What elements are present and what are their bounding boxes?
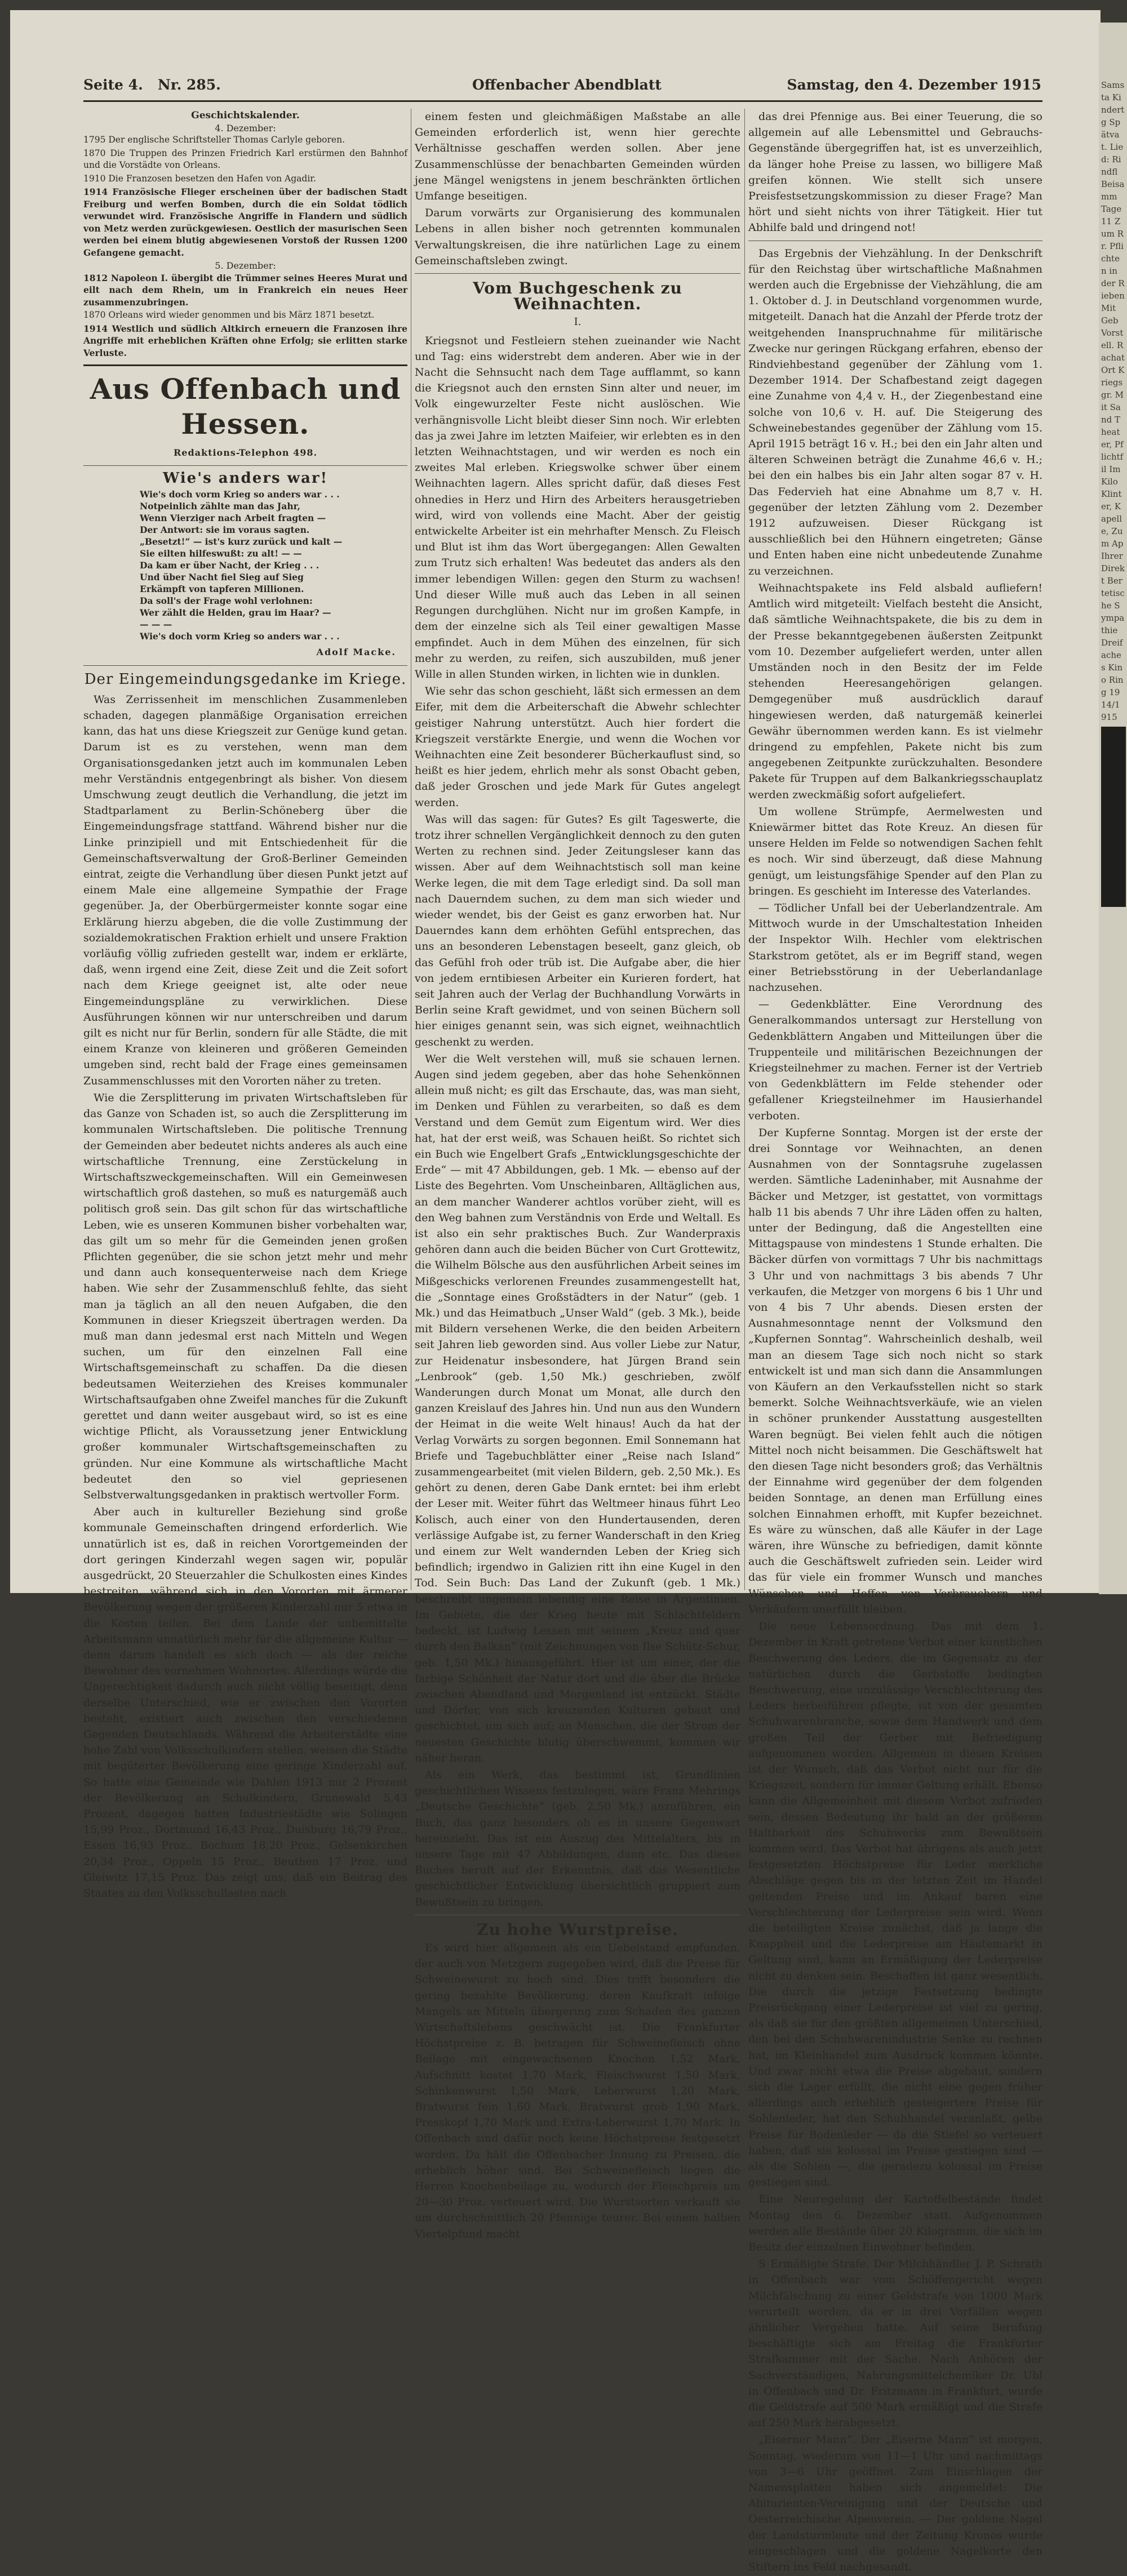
section-rule (83, 364, 407, 366)
adjacent-page-edge (1099, 23, 1127, 1594)
calendar-date: 4. Dezember: (215, 122, 276, 134)
history-calendar (83, 110, 407, 359)
editorial-phone: Redaktions-Telephon 498. (173, 447, 318, 458)
news-item: „Eiserner Mann“. Der „Eiserne Mann“ ist morgen, Sonntag, wiederum von 11—1 Uhr und nachmittags von 3—6 Uhr geöffnet. Zum Einschlagen der Namensplatten haben sich angemeldet: Die Abiturienten-Vereinigung und der Deutsche und Oesterreichische Alpenverein. — Der goldene Nagel der Landsturmleute und der Zeitung Kronos wurde eingeschlagen und die goldene Nagelkorte den Stiftern ins Feld nachgesandt. (748, 2433, 1042, 2574)
calendar-entry: 1870 Orleans wird wieder genommen und bis März 1871 besetzt. (83, 310, 375, 320)
calendar-entry: 1795 Der englische Schriftsteller Thomas Carlyle geboren. (83, 135, 345, 145)
article-paragraph: Was will das sagen: für Gutes? Es gilt Tageswerte, die trotz ihrer schnellen Vergänglichkeit dennoch zu den guten Werten zu rechnen sind. Jeder Zeitungsleser kann das wissen. Aber auf dem Weihnachtstisch soll man keine Werke legen, die mit dem Tage erledigt sind. Da soll man nach Dauerndem suchen, zu dem man sich wieder und wieder wendet, bis der Geist es ganz erworben hat. Nur Dauerndes kann dem erhöhten Gefühl entsprechen, das uns an besonderen Lebenstagen beseelt, ganz gleich, ob das Gefühl froh oder trüb ist. Die Aufgabe aber, die hier von jedem erntibiesen Arbeiter ein Kurieren fordert, hat seit Jahren auch der Verlag der Buchhandlung Vorwärts in Berlin seine Kraft gewidmet, und von seinen Büchern soll hier einiges genannt sein, was sich eignet, weihnachtlich geschenkt zu werden. (415, 813, 740, 1048)
dark-advert-block (1101, 727, 1126, 907)
article-paragraph: Wie die Zersplitterung im privaten Wirtschaftsleben für das Ganze von Schaden ist, so auch die Zersplitterung im kommunalen Wirtschaftsleben. Die politische Trennung der Gemeinden aber bedeutet nichts anderes als auch eine wirtschaftliche Trennung, eine Zerstückelung in Wirtschaftszweckgemeinschaften. Will ein Gemeinwesen wirtschaftlich groß dastehen, so muß es naturgemäß auch politisch groß sein. Das gilt schon für das wirtschaftliche Leben, wie es unseren Kommunen bisher vorbehalten war, das gilt um so mehr für die Gemeinden jenen großen Pflichten gegenüber, die sie schon jetzt mehr und mehr und dann auch konsequenterweise nach dem Kriege haben. Wie sehr der Zusammenschluß fehlte, das sieht man ja täglich an all den neuen Aufgaben, die den Kommunen in dieser Kriegszeit übertragen werden. Da muß man dann jedesmal erst nach Mitteln und Wegen suchen, um für den einzelnen Fall eine Wirtschaftsgemeinschaft zu schaffen. Da die diesen bedeutsamen Weiterziehen des Kreises kommunaler Wirtschaftsaufgaben ohne Zweifel manches für die Zukunft gerettet und dann weiter ausgebaut wird, so ist es eine wichtige Pflicht, als Voraussetzung jener Entwicklung großer kommunaler Wirtschaftsgemeinschaften zu gründen. Nur eine Kommune als wirtschaftliche Macht bedeutet den so viel gepriesenen Selbstverwaltungsgedanken in praktisch wertvoller Form. (83, 1091, 407, 1501)
poem-line: Der Antwort: sie im voraus sagten. (140, 524, 310, 536)
poem-line: Erkämpft von tapferen Millionen. (140, 584, 304, 595)
article-paragraph: Darum vorwärts zur Organisierung des kommunalen Lebens in allen bisher noch getrennten kommunalen Verwaltungskreisen, die ihre natürlichen Lage zu einem Gemeinschaftsleben zwingt. (415, 207, 740, 267)
poem-line: „Besetzt!“ — ist's kurz zurück und kalt — (140, 536, 343, 548)
issue-date: Samstag, den 4. Dezember 1915 (787, 77, 1041, 93)
column-2 (415, 109, 740, 2243)
article-paragraph: das drei Pfennige aus. Bei einer Teuerung, die so allgemein auf alle Lebensmittel und Gebrauchs-Gegenstände übergegriffen hat, ist es unverzeihlich, da länger hohe Preise zu lassen, wo billigere Maß greifen können. Wie stellt sich unsere Preisfestsetzungskommission zu dieser Frage? Man hört und sieht nichts von ihrer Tätigkeit. Hier tut Abhilfe bald und dringend not! (748, 110, 1042, 234)
news-item: — Gedenkblätter. Eine Verordnung des Generalkommandos untersagt zur Herstellung von Gedenkblättern Angaben und Mitteilungen über die Truppenteile und militärischen Bezeichnungen der Kriegsteilnehmer zu machen. Ferner ist der Vertrieb von Gedenkblättern im Felde stehender oder gefallener Kriegsteilnehmer im Hausierhandel verboten. (748, 998, 1042, 1122)
poem-line: Notpeinlich zählte man das Jahr, (140, 501, 301, 512)
calendar-date: 5. Dezember: (215, 260, 276, 271)
calendar-entry: 1870 Die Truppen des Prinzen Friedrich Karl erstürmen den Bahnhof und die Vorstädte von Orleans. (83, 148, 407, 170)
page-header (83, 77, 1041, 99)
poem-line: Und über Nacht fiel Sieg auf Sieg (140, 572, 304, 583)
news-item: Um wollene Strümpfe, Aermelwesten und Kniewärmer bittet das Rote Kreuz. An diesen für unsere Helden im Felde so notwendigen Sachen fehlt es noch. Wir sind überzeugt, daß diese Mahnung genügt, um leistungsfähige Spender auf den Plan zu bringen. Es geschieht im Interesse des Vaterlandes. (748, 805, 1042, 897)
article-paragraph: einem festen und gleichmäßigen Maßstabe an alle Gemeinden erforderlich ist, wenn hier gerechte Verhältnisse geschaffen werden sollen. Aber jene Zusammenschlüsse der benachbarten Gemeinden würden jene Mängel wenigstens in jenem beschränkten örtlichen Umfange beseitigen. (415, 110, 740, 203)
divider (83, 465, 407, 466)
poem (83, 488, 407, 642)
divider (415, 273, 740, 274)
article-paragraph: Als ein Werk, das bestimmt ist, Grundlinien geschichtlichen Wissens festzulegen, wäre Franz Mehrings „Deutsche Geschichte“ (geb. 2,50 Mk.) anzuführen, ein Buch, das ganz besonders ob es in unsere Gegenwart hereinzieht. Das ist ein Auszug des Mittelalters, bis in unsere Tage mit 47 Abbildungen, dann etc. Das dieses Buches beruft auf der Erkenntnis, daß das Wesentliche geschichtlicher Entwicklung übersichtlich gruppiert zum Bewußtsein zu bringen. (415, 1768, 740, 1908)
calendar-entry: 1914 Französische Flieger erscheinen über der badischen Stadt Freiburg und werfen Bomben, durch die ein Soldat tödlich verwundet wird. Französische Angriffe in Flandern und südlich von Metz werden zurückgewiesen. Oestlich der masurischen Seen werden bei einem blutig abgewiesenen Vorstoß der Russen 1200 Gefangene gemacht. (83, 186, 407, 258)
calendar-entry: 1812 Napoleon I. übergibt die Trümmer seines Heeres Murat und eilt nach dem Rhein, um in Frankreich ein neues Heer zusammenzubringen. (83, 272, 407, 308)
poem-line: Sie eilten hilfeswußt: zu alt! — — (140, 548, 302, 559)
news-item: S Ermäßigte Strafe. Der Milchhändler J. P. Schrath in Offenbach war vom Schöffengericht wegen Milchfälschung zu einer Geldstrafe von 1000 Mark verurteilt worden, da er in drei Vorfällen wegen ähnlicher Vergehen hatte. Auf seine Berufung beschäftigte sich am Freitag die Frankfurter Strafkammer mit der Sache. Nach Anhören der Sachverständigen, Nahrungsmittelchemiker Dr. Ubl in Offenbach und Dr. Fritzmann in Frankfurt, wurde die Geldstrafe auf 500 Mark ermäßigt und die Strafe auf 250 Mark herabgesetzt. (748, 2258, 1042, 2430)
poem-title: Wie's anders war! (162, 470, 328, 487)
news-item: Das Ergebnis der Viehzählung. In der Denkschrift für den Reichstag über wirtschaftliche Maßnahmen werden auch die Ergebnisse der Viehzählung, die am 1. Oktober d. J. in Deutschland vorgenommen wurde, mitgeteilt. Danach hat die Anzahl der Pferde trotz der weitgehenden Inanspruchnahme für militärische Zwecke nur geringen Rückgang erfahren, ebenso der Rindviehbestand gegenüber der Zählung vom 1. Dezember 1914. Der Schafbestand zeigt dagegen eine Zunahme von 4,4 v. H., der Ziegenbestand eine solche von 10,6 v. H. auf. Die Steigerung des Schweinebestandes gegenüber der Zählung vom 15. April 1915 beträgt 16 v. H.; bei den ein Jahr alten und älteren Schweinen beträgt die Zunahme 46,6 v. H.; bei den ein halbes bis ein Jahr alten sogar 87 v. H. Das Federvieh hat eine Abnahme um 8,7 v. H. gegenüber der letzten Zählung vom 2. Dezember 1912 aufzuweisen. Dieser Rückgang ist ausschließlich bei den Hühnern eingetreten; Gänse und Enten haben eine nicht unbedeutende Zunahme zu verzeichnen. (748, 247, 1042, 577)
adjacent-page-text: Samsta Kindertg Spätvat. Lied: Rindfl Beisamm Tage 11 Zum Rr. Pflichten in der Rieben Mit Geb Vorstell. Rachat Ort Kriegsgr. Mit Sand Theater, Pflichtfil Im Kilo Klinter, Kapelle, Zum Ap Ihrer Direkt Bertetische Sympathie Dreifaches Kino Ring 1914/1915 (1101, 80, 1125, 722)
article-paragraph: Aber auch in kultureller Beziehung sind große kommunale Gemeinschaften dringend erforderlich. Wie unnatürlich ist es, daß in reichen Vorortgemeinden der dort geringen Kinderzahl wegen sagen wir, populär ausgedrückt, 20 Steuerzahler die Schulkosten eines Kindes bestreiten, während sich in den Vororten mit ärmerer Bevölkerung wegen der größeren Kinderzahl nur 5 etwa in die Kosten teilen. Bei dem Lande der unbemittelte Arbeitsmann unnatürlich mehr für die allgemeine Kultur — denn darum handelt es sich doch — als der reiche Bewohner des vornehmen Wohnortes. Allerdings würde die Ungerechtigkeit dadurch auch nicht völlig beseitigt, denn derselbe Unterschied, wie er zwischen den Vororten besteht, existiert auch zwischen den verschiedenen Gegenden Deutschlands. Während die Arbeiterstädte eine hohe Zahl von Volksschulkindern stellen, weisen die Städte mit begüterter Bevölkerung eine geringe Kinderzahl auf. So hatte eine Gemeinde wie Dahlen 1913 nur 2 Prozent der Bevölkerung an Schulkindern, Grunewald 5,43 Prozent, dagegen hatten Industriestädte wie Solingen 15,99 Proz., Dortmund 16,43 Proz., Duisburg 16,79 Proz., Essen 16,93 Proz., Bochum 18,20 Proz., Gelsenkirchen 20,34 Proz., Oppeln 15 Proz., Beuthen 17 Proz. und Gleiwitz 17,15 Proz. Das zeigt uns, daß ein Beitrag des Staates zu den Volksschullasten nach (83, 1506, 407, 1900)
column-1 (83, 109, 407, 1902)
article-paragraph: Was Zerrissenheit im menschlichen Zusammenleben schaden, dagegen planmäßige Organisation erreichen kann, das hat uns diese Kriegszeit zur Genüge kund getan. Darum ist es zu verstehen, wenn man dem Organisationsgedanken jetzt auch im kommunalen Leben mehr Verständnis entgegenbringt als bisher. Von diesem Umschwung zeugt deutlich die Verhandlung, die jetzt im Stadtparlament zu Berlin-Schöneberg über die Eingemeindungsfrage stattfand. Während bisher nur die Linke prinzipiell und mit Entschiedenheit für die Gemeinschaftsverwaltung der Groß-Berliner Gemeinden eintrat, zeigte die Verhandlung über diesen Punkt jetzt auf einem Male eine allgemeine Sympathie der Frage gegenüber. Ja, der Oberbürgermeister konnte sogar eine Erklärung hierzu abgeben, die die volle Zustimmung der sozialdemokratischen Fraktion erhielt und unsere Fraktion vorläufig völlig zufrieden gestellt war, indem er erklärte, daß, wenn irgend eine Zeit, diese Zeit und die Zeit sofort nach dem Kriege geeignet ist, alte oder neue Eingemeindungspläne zu verwirklichen. Diese Ausführungen können wir nur unterschreiben und darum gilt es nicht nur für Berlin, sondern für alle Städte, die mit einem Kranze von kleineren und größeren Gemeinden umgeben sind, recht bald der Frage eines gemeinsamen Zusammenschlusses mit den Vororten näher zu treten. (83, 693, 407, 1087)
article-paragraph: Es wird hier allgemein als ein Uebelstand empfunden, der auch von Metzgern zugegeben wird, daß die Preise für Schweinewurst zu hoch sind. Dies trifft besonders die gering bezahlte Bevölkerung, deren Kaufkraft infolge Mangels an Mitteln übergering zum Schaden des ganzen Wirtschaftslebens geschwächt ist. Die Frankfurter Höchstpreise z. B. betragen für Schweinefleisch ohne Beilage mit eingewachsenen Knochen 1,52 Mark, Aufschnitt kostet 1,70 Mark, Fleischwurst 1,50 Mark, Schinkenwurst 1,50 Mark, Leberwurst 1,20 Mark, Bratwurst fein 1,60 Mark, Bratwurst grob 1,90 Mark, Presskopf 1,70 Mark und Extra-Leberwurst 1,70 Mark. In Offenbach sind dafür noch keine Höchstpreise festgesetzt worden. Da hält die Offenbacher Innung zu Preisen, die erheblich höher sind. Bei Schweinefleisch liegen die Herren Knochenbeilage zu, wodurch der Fleischpreis um 20—30 Proz. verteuert wird. Die Wurstsorten verkauft sie um durchschnittlich 20 Pfennige teurer. Bei einem halben Viertelpfund macht (415, 1941, 740, 2240)
article-part-number: I. (574, 316, 582, 328)
poem-line: Wie's doch vorm Krieg so anders war . . . (140, 489, 340, 500)
news-item: — Tödlicher Unfall bei der Ueberlandzentrale. Am Mittwoch wurde in der Umschaltestation Inheiden der Inspektor Wilh. Hechler vom elektrischen Starkstrom getötet, als er im Begriff stand, wegen einer Betriebsstörung in der Ueberlandanlage nachzusehen. (748, 901, 1042, 994)
column-3 (748, 109, 1042, 2576)
article-paragraph: Wer die Welt verstehen will, muß sie schauen lernen. Augen sind jedem gegeben, aber das hohe Sehenkönnen allein muß nicht; es gilt das Erschaute, das, was man sieht, im Denken und Fühlen zu verarbeiten, so daß es dem Verstand und dem Gemüt zum Eigentum wird. Wer dies hat, hat der erst weiß, was Schauen heißt. So richtet sich ein Buch wie Engelbert Grafs „Entwicklungsgeschichte der Erde“ — mit 47 Abbildungen, geb. 1 Mk. — ebenso auf der Liste des Begehrten. Vom Unscheinbaren, Alltäglichen aus, an dem mancher Wanderer achtlos vorüber zieht, will es den Weg bahnen zum Verständnis von Erde und Weltall. Es ist also ein sehr praktisches Buch. Zur Wanderpraxis gehören dann auch die beiden Bücher von Curt Grottewitz, die Wilhelm Bölsche aus den ausführlichen Arbeit seines im Mißgeschicks verlorenen Freundes zusammengestellt hat, die „Sonntage eines Großstädters in der Natur“ (geb. 1 Mk.) und das Heimatbuch „Unser Wald“ (geb. 3 Mk.), beide mit Bildern versehenen Werke, die den beiden Arbeitern seit Jahren lieb geworden sind. Aus voller Liebe zur Natur, zur Heidenatur insbesondere, hat Jürgen Brand sein „Lenbrook“ (geb. 1,50 Mk.) geschrieben, zwölf Wanderungen durch Monat um Monat, alle durch den ganzen Kreislauf des Jahres hin. Und nun aus den Wundern der Heimat in die weite Welt hinaus! Auch da hat der Verlag Vorwärts zu sorgen begonnen. Emil Sonnemann hat Briefe und Tagebuchblätter einer „Reise nach Island“ zusammengearbeitet (mit vielen Bildern, geb. 2,50 Mk.). Es gehört zu denen, deren Gabe Dank erntet: bei ihm erlebt der Leser mit. Weiter führt das Weltmeer hinaus führt Leo Kolisch, auch einer von den Hundertausenden, deren verlässige Aufgabe ist, zu ferner Wanderschaft in den Krieg und einem zur Welt wandernden Leben der Krieg sich befindlich; irgendwo in Galizien ritt ihn eine Kugel in den Tod. Sein Buch: Das Land der Zukunft (geb. 1 Mk.) beschreibt ungemein lebendig eine Reise in Argentinien. Im Gebiete, die der Krieg heute mit Schlachtfeldern bedeckt, ist Ludwig Lessen mit seinem „Kreuz und quer durch den Balkan“ (mit Zeichnungen von Ilse Schütz-Schur, geb. 1,50 Mk.) hinausgeführt. Hier ist um einer, der die farbige Schönheit der Natur dort und die über die Brücke zwischen Abendland und Morgenland ist entzückt. Städte und Dörfer, von sich kreuzenden Kulturen gebaut und geschichtet, um sich auf; an Menschen, die der Strom der neuesten Geschichte blutig überschwemmt, kommen wir näher heran. (415, 1052, 740, 1764)
calendar-title: Geschichtskalender. (191, 110, 300, 121)
poem-line: Da kam er über Nacht, der Krieg . . . (140, 560, 320, 571)
divider (83, 665, 407, 666)
news-item: Die neue Lebensordnung. Das mit dem 1. Dezember in Kraft getretene Verbot einer künstlichen Beschwerung des Leders, die im Gegensatz zu der natürlichen durch die Gerbstoffe bedingten Beschwerung, eine unzulässige Verschlechterung des Leders herbeiführen pflegte, ist von der gesamten Schuhwarenbranche, sowie dem Handwerk und dem großen Teil der Gerber mit Befriedigung aufgenommen worden. Allgemein in diesen Kreisen ist der Wunsch, daß das Verbot nicht nur für die Kriegszeit, sondern für immer Geltung erhält. Ebenso kann die Allgemeinheit mit diesem Verbot zufrieden sein, dessen Bedeutung ihr bald an der größeren Haltbarkeit des Schuhwerks zum Bewußtsein kommen wird. Das Verbot hat übrigens als auch jetzt festgesetzten Höchstpreise für Leder merkliche Abschläge gegen bis in der letzten Zeit im Handel geltenden Preise und im Ankauf baren eine Verschlechterung der Lederpreise sein wird. Wenn die beteiligten Kreise zunächst, daß ja lange die Knappheit und die Lederpreise am Häutemarkt in Geltung sind, kann an Ermäßigung der Lederpreise nicht zu denken sein. Beschaffen ist ganz wesentlich. Die durch die jetzige Festsetzung bedingte Preisrückgang einer Lederpreise ist viel zu gering, als daß sie für den größten allgemeinen Unterschied, den bei den Schuhwarenindustrie Senke zu rechnen hat, im Kleinhandel zum Ausdruck kommen könnte. Und zwar nicht etwa die Preise abgebaut, sondern sich die Lager erfüllt, die nicht eine gegen früher allerdings auch erheblich gesteigertere Preise für Sohlenleder, hat den Schuhhandel veranlaßt, gelbe Preise für Bodenleder — da die Stiefel so verteuert haben, daß sie kolossal im Preise gestiegen sind — als die Sohlen —, die geradezu kolossal im Preise gestiegen sind. (748, 1620, 1042, 2189)
article-paragraph: Wie sehr das schon geschieht, läßt sich ermessen an dem Eifer, mit dem die Arbeiterschaft die Abwehr schlechter geistiger Nahrung unterstützt. Auch hier fordert die Kriegszeit verstärkte Energie, und wenn die Wochen vor Weihnachten eine Zeit besonderer Bücherkauflust sind, so heißt es hier jedem, ehrlich mehr als sonst Obacht geben, daß jeder Groschen und jede Mark für Gutes angelegt werden. (415, 685, 740, 809)
article-paragraph: Kriegsnot und Festleiern stehen zueinander wie Nacht und Tag: eins widerstrebt dem anderen. Aber wie in der Nacht die Sehnsucht nach dem Tage aufflammt, so kann die Kriegsnot auch den ernsten Sinn alter und neuer, im Volk eingewurzelter Feste nicht auslöschen. Wie verhängnisvolle Licht bleibt dieser Sinn noch. Wir erlebten das ja zwei Jahre im letzten Maifeier, wir erlebten es in den letzten Weihnachtstagen, und wir werden es noch ein zweites Mal erleben. Kriegswolke schwer über einem Weihnachten lagern. Alles spricht dafür, daß dieses Fest ohnedies in Herz und Hirn des Arbeiters herausgetrieben wird, wird von vollends eine Macht. Aber der geistig entwickelte Arbeiter ist ein mehrhafter Mensch. Zu Fleisch und Blut ist ihm das Wort übergegangen: Allen Gewalten zum Trutz sich erhalten! Was bedeutet das anders als den immer lebendigen Willen: gegen den Sturm zu wachsen! Und dieser Wille muß auch das Leben in all seinen Regungen durchglühen. Nicht nur im großen Kampfe, in dem der einzelne sich als Teil einer gewaltigen Masse empfindet. Auch in dem Mühen des einzelnen, für sich mehr zu werden, zu reifen, sich auszubilden, muß jener Wille in allen Stunden wirken, in lichten wie in dunklen. (415, 334, 740, 680)
poem-line: Da soll's der Frage wohl verlohnen: (140, 595, 313, 607)
news-item: Weihnachtspakete ins Feld alsbald aufliefern! Amtlich wird mitgeteilt: Vielfach besteht die Ansicht, daß sämtliche Weihnachtspakete, die bis zu dem in der Presse bekanntgegebenen äußersten Zeitpunkt vom 10. Dezember aufgeliefert werden, unter allen Umständen noch in den Besitz der im Felde stehenden Heeresangehörigen gelangen. Demgegenüber muß ausdrücklich darauf hingewiesen werden, daß naturgemäß keinerlei Gewähr übernommen werden kann. Es ist vielmehr dringend zu empfehlen, Pakete nicht bis zum angegebenen Zeitpunkte zurückzuhalten. Besondere Pakete für Truppen auf dem Balkankriegsschauplatz werden zweckmäßig sofort aufgeliefert. (748, 581, 1042, 801)
poem-line: — — — (140, 619, 172, 630)
masthead: Offenbacher Abendblatt (472, 77, 662, 93)
poem-line: Wenn Vierziger nach Arbeit fragten — (140, 513, 326, 524)
header-rule (83, 100, 1042, 102)
column-rule (744, 109, 745, 1590)
poem-line: Wer zählt die Helden, grau im Haar? — (140, 607, 331, 619)
calendar-entry: 1914 Westlich und südlich Altkirch erneuern die Franzosen ihre Angriffe mit erheblichen Kräften ohne Erfolg; sie erlitten starke Verluste. (83, 323, 407, 358)
news-item: Der Kupferne Sonntag. Morgen ist der erste der drei Sonntage vor Weihnachten, an denen Ausnahmen von der Sonntagsruhe zugelassen werden. Sämtliche Ladeninhaber, mit Ausnahme der Bäcker und Metzger, ist gestattet, von vormittags halb 11 bis abends 7 Uhr ihre Läden offen zu halten, unter der Bedingung, daß die Angestellten eine Mittagspause von mindestens 1 Stunde erhalten. Die Bäcker dürfen von vormittags 7 Uhr bis nachmittags 3 Uhr und von nachmittags 3 bis abends 7 Uhr verkaufen, die Metzger von morgens 6 bis 1 Uhr und von 4 bis 7 Uhr abends. Diesen ersten der Ausnahmesonntage nennt der Volksmund den „Kupfernen Sonntag“. Wahrscheinlich deshalb, weil man an diesem Tage sich noch nicht so stark entwickelt ist und man sich dann die Ansammlungen von Käufern an den Verkaufsstellen nicht so stark bemerkt. Solche Weihnachtsverkäufe, wie an vielen in schöner prunkender Ausstattung ausgestellten Waren begnügt. Bei vielen fehlt auch die nötigen Mittel noch nicht beisammen. Die Geschäftswelt hat den diesen Tage nicht besonders groß; das Verhältnis der Einnahme wird gegenüber der dem folgenden beiden Sonntage, an denen man Erfüllung eines solchen Einnahmen erhofft, mit Kupfer bezeichnet. Es wäre zu wünschen, daß alle Käufer in der Lage wären, ihre Wünsche zu befriedigen, damit könnte auch die Geschäftswelt zufrieden sein. Leider wird das für viele ein frommer Wunsch und manches Wünschen und Hoffen von Verbrauchern und Verkäufern unerfüllt bleiben. (748, 1126, 1042, 1616)
section-title: Aus Offenbach und Hessen. (90, 372, 401, 441)
newspaper-page (10, 10, 1101, 2574)
article-title: Vom Buchgeschenk zu Weihnachten. (473, 279, 682, 314)
poem-line: Wie's doch vorm Krieg so anders war . . . (140, 631, 340, 642)
page-number: Seite 4. Nr. 285. (83, 77, 221, 93)
news-item: Eine Neuregelung der Kartoffelbestände findet Montag den 6. Dezember statt. Aufgenommen werden alle Bestände über 20 Kilogramm, die sich im Besitz der einzelnen Einwohner befinden. (748, 2193, 1042, 2254)
article-title: Zu hohe Wurstpreise. (477, 1920, 678, 1939)
issue-number: Nr. 285. (157, 77, 221, 93)
poem-author: Adolf Macke. (316, 647, 396, 658)
article-title: Der Eingemeindungsgedanke im Kriege. (84, 670, 407, 688)
calendar-entry: 1910 Die Franzosen besetzen den Hafen von Agadir. (83, 173, 316, 184)
